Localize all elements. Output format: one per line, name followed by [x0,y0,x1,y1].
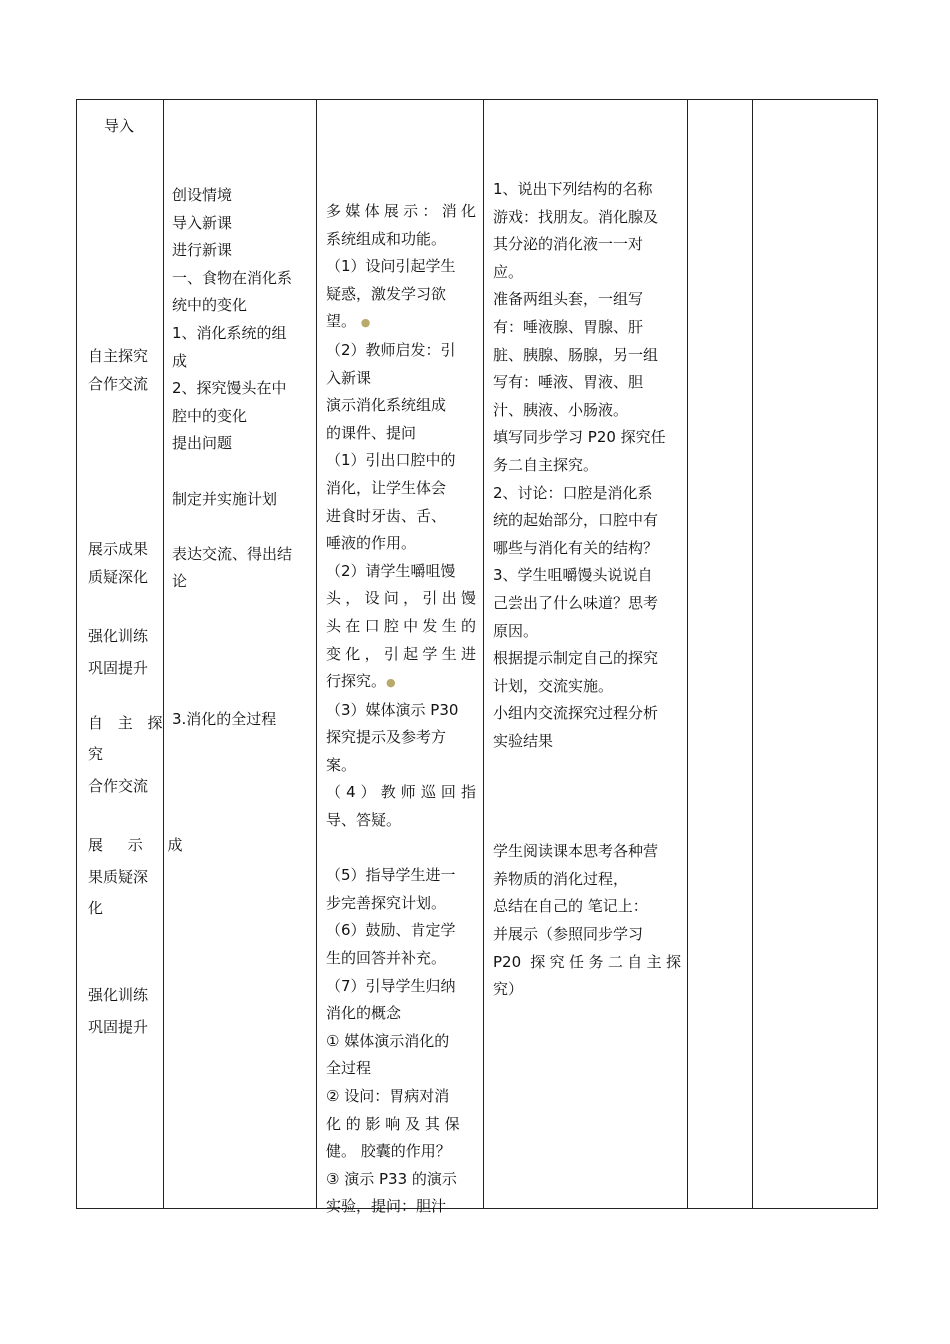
stage-line: 巩固提升 [88,1017,149,1036]
column-divider [752,100,753,1208]
student-line: 养物质的消化过程， [493,869,629,888]
teacher-line: ③ 演示 P33 的演示 [326,1169,457,1188]
stage-line: 质疑深化 [88,567,149,586]
content-column [172,182,312,734]
student-line: 原因。 [493,621,539,640]
stage-line: 自 主 探 [88,713,168,732]
stage-line: 化 [88,899,104,918]
student-column [493,176,681,1004]
stage-list [88,343,193,1041]
student-line: 有：唾液腺、胃腺、肝 [493,317,644,336]
teacher-line: 唾液的作用。 [326,534,417,553]
student-line: 1、说出下列结构的名称 [493,180,653,198]
teacher-line: 探究提示及参考方 [326,728,447,747]
student-line: 汁、胰液、小肠液。 [493,400,629,419]
teacher-line: （6）鼓励、肯定学 [326,921,456,940]
content-line: 论 [172,572,188,591]
teacher-line: 头，设问，引出馒 [326,589,476,608]
stage-column [86,113,164,141]
teacher-line: 健。 胶囊的作用？ [326,1142,451,1161]
teacher-line: 多媒体展示：消化 [326,202,476,220]
stray-dot: ● [386,676,396,690]
stage-line: 自主探究 [88,347,149,365]
teacher-line: （2）请学生嚼咀馒 [326,561,456,580]
student-line: 学生阅读课本思考各种营 [493,842,659,861]
student-line: 究） [493,980,524,999]
stage-line: 合作交流 [88,374,149,393]
teacher-line: 实验，提问：胆汁 [326,1197,447,1216]
content-line: 创设情境 [172,186,233,204]
stage-line: 展 示 成 [88,836,193,855]
teacher-line: （1）引出口腔中的 [326,451,456,470]
content-line: 统中的变化 [172,296,248,315]
student-line: 计划，交流实施。 [493,676,614,695]
stray-dot: ● [360,316,371,330]
teacher-line: 导、答疑。 [326,811,402,830]
student-line: 根据提示制定自己的探究 [493,649,659,668]
stage-line: 巩固提升 [88,658,149,677]
student-line: 务二自主探究。 [493,455,599,474]
content-line: 提出问题 [172,434,233,453]
column-divider [163,100,164,1208]
student-line: 并展示（参照同步学习 [493,925,644,944]
stage-line: 合作交流 [88,776,149,795]
student-line: 准备两组头套，一组写 [493,290,644,309]
student-line: 写有：唾液、胃液、胆 [493,373,644,392]
student-line: 小组内交流探究过程分析 [493,704,659,723]
teacher-line: 全过程 [326,1059,372,1078]
teacher-line: 变化，引起学生进 [326,644,476,663]
student-line: 实验结果 [493,731,554,750]
student-line: 游戏：找朋友。消化腺及 [493,207,659,226]
teacher-line: （4）教师巡回指 [326,783,476,802]
stage-line: 果质疑深 [88,867,149,886]
content-line: 一、食物在消化系 [172,268,293,287]
teacher-line: 消化的概念 [326,1004,402,1023]
content-line: 表达交流、得出结 [172,544,293,563]
student-line: 3、学生咀嚼馒头说说自 [493,566,653,585]
teacher-line: （7）引导学生归纳 [326,976,456,995]
teacher-line: ② 设问：胃病对消 [326,1087,450,1105]
content-line: 制定并实施计划 [172,489,278,508]
stage-line: 展示成果 [88,540,149,559]
student-line: 其分泌的消化液一一对 [493,235,644,254]
stage-intro: 导入 [104,117,135,135]
student-line: 填写同步学习 P20 探究任 [493,428,666,447]
teacher-line: （5）指导学生进一 [326,866,456,885]
teacher-line: 消化，让学生体会 [326,478,447,497]
content-line: 3.消化的全过程 [172,710,277,729]
student-line: 己尝出了什么味道？思考 [493,593,659,612]
stage-line: 究 [88,745,104,764]
teacher-line: 演示消化系统组成 [326,396,447,415]
column-divider [687,100,688,1208]
teacher-line: 系统组成和功能。 [326,229,447,248]
column-divider [316,100,317,1208]
teacher-line: 化 的 影 响 及 其 保 [326,1114,460,1133]
student-line: 脏、胰腺、肠腺，另一组 [493,345,659,364]
student-line: P20 探究任务二自主探 [493,952,681,971]
teacher-column [326,198,476,1221]
content-line: 1、消化系统的组 [172,323,287,342]
content-line: 导入新课 [172,213,233,232]
content-line: 腔中的变化 [172,406,248,425]
teacher-line: 行探究。● [326,672,396,691]
teacher-line: 案。 [326,755,357,774]
teacher-line: （2）教师启发：引 [326,340,456,359]
stage-line: 强化训练 [88,986,149,1005]
stage-line: 强化训练 [88,626,149,645]
teacher-line: 的课件、提问 [326,423,417,442]
student-line: 总结在自己的 笔记上： [493,897,648,916]
teacher-line: 进食时牙齿、舌、 [326,506,447,525]
teacher-line: 望。 ● [326,312,371,331]
content-line: 进行新课 [172,241,233,260]
column-divider [483,100,484,1208]
teacher-line: 头在口腔中发生的 [326,616,476,635]
student-line: 哪些与消化有关的结构？ [493,538,659,557]
content-line: 成 [172,351,188,370]
student-line: 2、讨论：口腔是消化系 [493,483,653,502]
student-line: 统的起始部分，口腔中有 [493,511,659,530]
teacher-line: 步完善探究计划。 [326,893,447,912]
teacher-line: 生的回答并补充。 [326,949,447,968]
teacher-line: 入新课 [326,368,372,387]
student-line: 应。 [493,262,524,281]
content-line: 2、探究馒头在中 [172,379,287,398]
teacher-line: ① 媒体演示消化的 [326,1031,450,1050]
teacher-line: （1）设问引起学生 [326,257,456,276]
teacher-line: （3）媒体演示 P30 [326,700,459,719]
teacher-line: 疑惑，激发学习欲 [326,284,447,303]
